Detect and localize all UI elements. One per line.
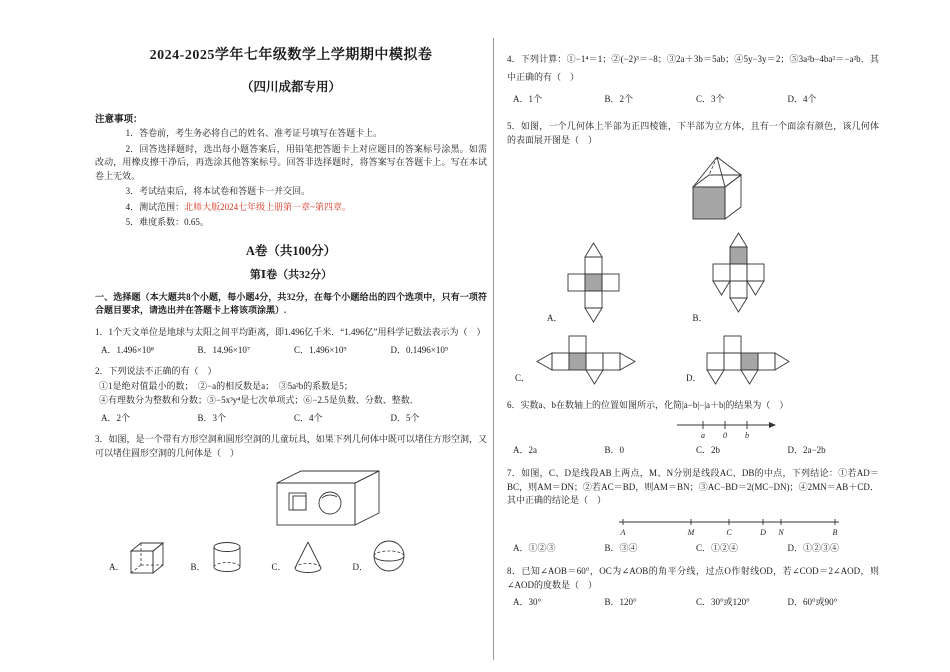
q3-options [109,537,487,575]
q3-option-d [353,537,409,575]
q7-options [513,542,879,556]
q3-stem: 3．如图，是一个带有方形空洞和圆形空洞的儿童玩具，如果下列几何体中既可以堵住方形空洞，又可以堵住圆形空洞的几何体是（ ） [95,434,487,458]
q3-option-d-label: D． [352,561,369,572]
q8-option-c: C．30°或120° [696,597,750,607]
q8-stem: 8．已知∠AOB＝60°，OC为∠AOB的角平分线，过点O作射线OD，若∠COD＝2∠AOD，则∠AOD的度数是（ ） [507,566,879,590]
q8-option-a: A．30° [513,597,542,607]
q3-figure-row [267,465,487,529]
q6-figure-row [675,416,879,440]
question-8 [507,565,879,610]
q2-statements-line2: ④有理数分为整数和分数；⑤−5x³y⁴是七次单项式；⑥−2.5是负数、分数、整数． [99,395,419,406]
q3-option-a-label: A． [109,561,125,572]
number-line-label-a: a [701,430,705,440]
number-line-label-b: b [745,430,749,440]
notice-label: 注意事项： [95,115,143,125]
question-5 [507,120,879,387]
segment-point-D: D [760,527,766,537]
question-2 [95,365,487,425]
notice-item-3: 3．考试结束后，将本试卷和答题卡一并交回。 [125,186,311,196]
q1-option-a: A．1.496×10⁸ [101,344,154,355]
q4-stem: 4．下列计算：①−1⁴＝1；②(−2)³＝−8；③2a＋3b＝5ab；④5y−3y＝2；⑤3a²b−4ba²＝−a²b．其中正确的有（ ） [507,54,879,82]
section-volume-a: A卷（共100分） [245,243,337,258]
q3-option-c [272,537,327,575]
choice-section-intro: 一、选择题（本大题共8个小题，每小题4分，共32分，在每个小题给出的四个选项中，只有一项符合题目要求，请选出并在答题卡上将该项涂黑）. [95,291,487,316]
question-1 [95,326,487,357]
q7-option-a: A．①②③ [513,542,556,553]
q1-option-d: D．0.1496×10⁹ [390,344,448,355]
cube-icon [127,539,165,575]
segment-point-M: M [687,527,695,537]
number-line-label-0: 0 [723,430,727,440]
q5-nets-row-1 [547,231,879,327]
net-c-figure [534,335,638,387]
q4-option-a: A．1个 [513,94,542,104]
question-4 [507,50,879,108]
q6-options [513,444,879,458]
q8-option-d: D．60°或90° [787,597,838,607]
q6-option-c: C．2b [696,444,721,455]
q5-option-a [547,231,621,327]
number-line-figure [675,416,777,440]
q6-option-d: D．2a−2b [787,444,826,455]
q8-option-b: B．120° [604,597,637,607]
net-a-figure [567,239,621,327]
q5-nets-row-2 [515,335,879,387]
column-divider [493,38,494,660]
left-column [95,44,487,575]
q3-option-b [191,537,246,575]
q4-option-d: D．4个 [787,94,817,104]
q6-option-b: B．0 [604,444,625,455]
q6-stem: 6．实数a、b在数轴上的位置如图所示，化简|a−b|−|a＋b|的结果为（ ） [507,400,789,410]
q5-option-a-label: A． [547,312,563,323]
section-part1: 第Ⅰ卷（共32分） [249,268,333,281]
q3-option-a [109,537,165,575]
cone-icon [289,539,327,575]
notice-item-5: 5．难度系数：0.65。 [125,217,209,227]
q2-option-c: C．4个 [294,412,323,423]
question-3 [95,433,487,575]
sphere-icon [370,537,408,575]
q7-stem: 7．如图，C、D是线段AB上两点，M、N分别是线段AC、DB的中点，下列结论：①若AD＝BC，则AM＝DN；②若AC＝BD，则AM＝BN；③AC−BD＝2(MC−DN)；④2MN＝AB＋CD．其中正确的结论是（ ） [507,468,879,505]
q4-option-c: C．3个 [696,94,725,104]
q3-option-b-label: B． [190,561,206,572]
segment-figure [615,514,843,538]
right-column [507,50,879,610]
cylinder-icon [208,539,246,575]
q2-option-b: B．3个 [197,412,227,423]
q1-option-b: B．14.96×10⁷ [197,344,250,355]
q4-option-b: B．2个 [604,94,634,104]
q5-option-c [515,335,638,387]
q5-option-b-label: B． [692,312,708,323]
pyramid-on-cube-figure [685,153,751,223]
notice-item-1: 1．答卷前，考生务必将自己的姓名、准考证号填写在答题卡上。 [125,128,383,138]
paper-subtitle: （四川成都专用） [240,80,341,94]
segment-point-A: A [620,527,626,537]
q5-stem: 5．如图，一个几何体上半部为正四棱锥，下半部为立方体，且有一个面涂有颜色，该几何体的表面展开图是（ ） [507,121,879,145]
q1-stem: 1．1个天文单位是地球与太阳之间平均距离，即1.496亿千米．“1.496亿”用科学记数法表示为（ ） [95,327,486,338]
q2-option-d: D．5个 [390,412,420,423]
net-b-figure [712,231,766,327]
q7-option-b: B．③④ [604,542,638,553]
q2-statements-line1: ①1是绝对值最小的数； ②−a的相反数是a； ③5a²b的系数是5； [99,380,353,391]
q1-options [101,344,487,358]
q4-options [513,90,879,108]
segment-point-N: N [778,527,784,537]
q7-option-c: C．①②④ [696,542,739,553]
notice-item-4-scope: 北师大版2024七年级上册第一章~第四章。 [184,201,351,212]
question-7 [507,467,879,555]
q2-stem: 2．下列说法不正确的有（ ） [95,366,217,377]
q1-option-c: C．1.496×10⁹ [294,344,347,355]
shaded-face [693,187,725,219]
question-6 [507,399,879,457]
q5-option-d [686,335,792,387]
q8-options [513,596,879,610]
q5-option-c-label: C． [515,372,531,383]
notice-item-4-prefix: 4．测试范围： [125,201,185,212]
toy-box-with-holes-figure [267,465,387,529]
q5-option-b [693,231,766,327]
segment-point-C: C [726,527,732,537]
q7-option-d: D．①②③④ [787,542,839,553]
notice-item-4 [95,201,487,215]
paper-title: 2024-2025学年七年级数学上学期期中模拟卷 [149,48,433,63]
q5-option-d-label: D． [686,372,702,383]
q2-options [101,412,487,426]
q7-figure-row [615,514,879,538]
q5-solid-figure-row [685,153,879,223]
q2-option-a: A．2个 [101,412,130,423]
q6-option-a: A．2a [513,444,537,455]
segment-point-B: B [832,527,838,537]
notice-item-2: 2．回答选择题时，选出每小题答案后，用铅笔把答题卡上对应题目的答案标号涂黑。如需改动，用橡皮擦干净后，再选涂其他答案标号。回答非选择题时，将答案写在答题卡上。写在本试卷上无效。 [95,143,487,181]
q3-option-c-label: C． [271,561,287,572]
net-d-figure [706,335,792,387]
